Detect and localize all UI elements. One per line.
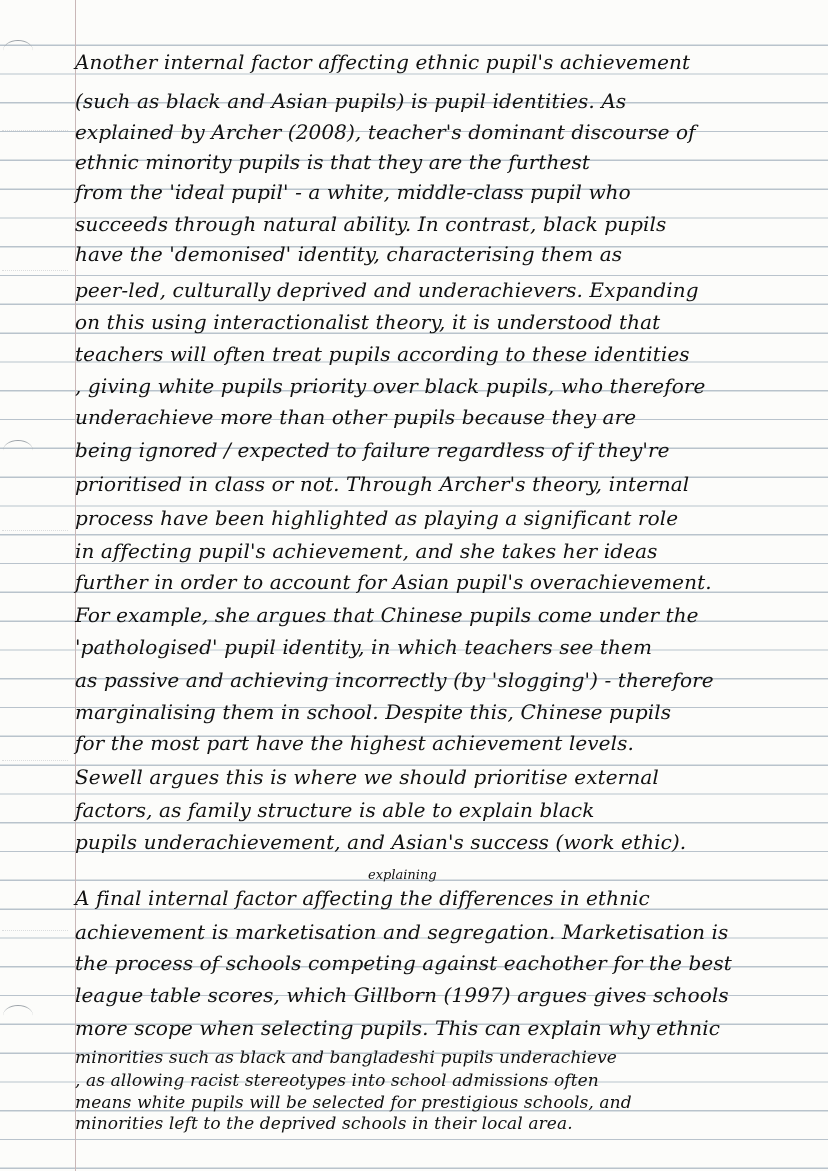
text-line: succeeds through natural ability. In contrast, black pupils [75, 212, 667, 236]
text-line: ethnic minority pupils is that they are the furthest [75, 150, 590, 174]
text-line: means white pupils will be selected for prestigious schools, and [75, 1093, 632, 1113]
text-line: prioritised in class or not. Through Archer's theory, internal [75, 472, 690, 496]
text-line: the process of schools competing against eachother for the best [75, 951, 732, 975]
inserted-word-annotation: explaining [368, 868, 437, 883]
text-line: marginalising them in school. Despite this, Chinese pupils [75, 700, 672, 724]
text-line: explained by Archer (2008), teacher's dominant discourse of [75, 120, 696, 144]
text-line: underachieve more than other pupils because they are [75, 405, 637, 429]
text-line: have the 'demonised' identity, characterising them as [75, 242, 623, 266]
text-line: teachers will often treat pupils according to these identities [75, 342, 690, 366]
text-line: 'pathologised' pupil identity, in which teachers see them [75, 635, 653, 659]
text-line: more scope when selecting pupils. This can explain why ethnic [75, 1016, 721, 1040]
text-line: , as allowing racist stereotypes into school admissions often [75, 1071, 599, 1091]
text-line: being ignored / expected to failure regardless of if they're [75, 438, 670, 462]
show-through-mark [2, 270, 68, 283]
text-line: on this using interactionalist theory, it is understood that [75, 310, 661, 334]
text-line: peer-led, culturally deprived and underachievers. Expanding [75, 278, 699, 302]
text-line: from the 'ideal pupil' - a white, middle-class pupil who [75, 180, 631, 204]
text-line: further in order to account for Asian pupil's overachievement. [75, 570, 712, 594]
text-line: factors, as family structure is able to explain black [75, 798, 595, 822]
text-line: minorities such as black and bangladeshi pupils underachieve [75, 1048, 617, 1068]
show-through-mark [2, 760, 68, 773]
text-line: Another internal factor affecting ethnic pupil's achievement [75, 50, 691, 74]
show-through-mark [2, 930, 68, 943]
text-line: league table scores, which Gillborn (1997) argues gives schools [75, 983, 729, 1007]
text-line: pupils underachievement, and Asian's success (work ethic). [75, 830, 687, 854]
binder-hole-mark [3, 1005, 33, 1026]
text-line: as passive and achieving incorrectly (by 'slogging') - therefore [75, 668, 714, 692]
text-line: (such as black and Asian pupils) is pupil identities. As [75, 89, 627, 113]
text-line: minorities left to the deprived schools in their local area. [75, 1114, 573, 1134]
binder-hole-mark [3, 40, 33, 61]
text-line: , giving white pupils priority over black pupils, who therefore [75, 374, 706, 398]
binder-hole-mark [3, 440, 33, 461]
text-line: achievement is marketisation and segregation. Marketisation is [75, 920, 729, 944]
text-line: For example, she argues that Chinese pupils come under the [75, 603, 699, 627]
show-through-mark [2, 130, 68, 143]
text-line: A final internal factor affecting the differences in ethnic [75, 886, 650, 910]
text-line: Sewell argues this is where we should prioritise external [75, 765, 659, 789]
text-line: process have been highlighted as playing a significant role [75, 506, 679, 530]
show-through-mark [2, 530, 68, 543]
text-line: for the most part have the highest achievement levels. [75, 731, 634, 755]
text-line: in affecting pupil's achievement, and she takes her ideas [75, 539, 658, 563]
